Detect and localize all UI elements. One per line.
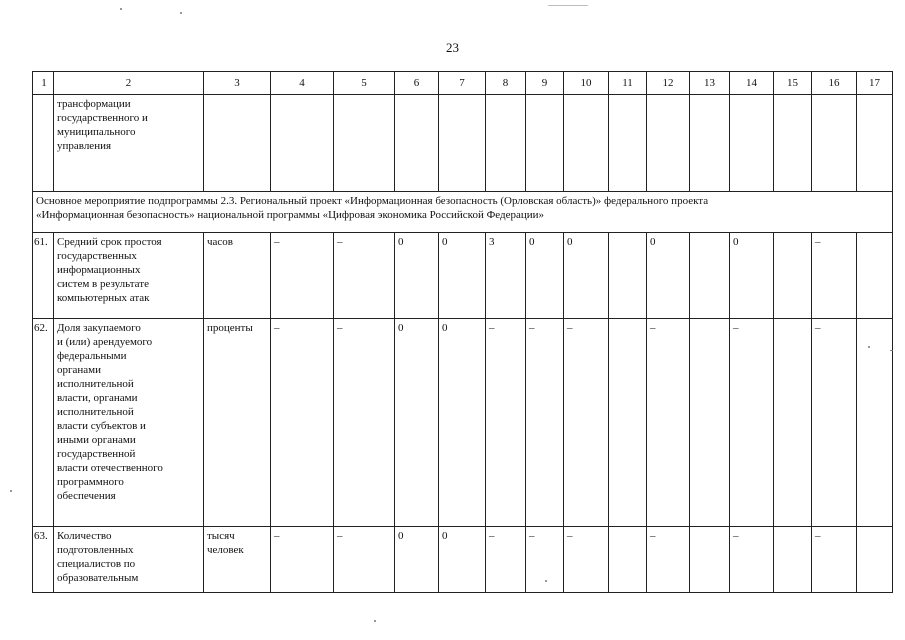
value-cell-col-5: – (334, 527, 395, 593)
value-cell-col-13 (690, 233, 730, 319)
value-cell-col-5: – (334, 233, 395, 319)
value-cell-col-12: 0 (647, 233, 690, 319)
header-cell-5: 5 (334, 72, 395, 95)
value-cell-col-11 (609, 319, 647, 527)
name-line: трансформации (57, 98, 131, 110)
value-cell-col-4: – (271, 527, 334, 593)
value-cell-col-7: 0 (439, 319, 486, 527)
name-line: государственных (57, 250, 137, 262)
value-cell-col-15 (774, 319, 812, 527)
unit-line: тысяч (207, 530, 235, 542)
name-line: власти субъектов и (57, 420, 146, 432)
name-line: управления (57, 140, 112, 152)
header-cell-16: 16 (812, 72, 857, 95)
indicator-name-cell (54, 527, 204, 593)
header-cell-2: 2 (54, 72, 204, 95)
value-cell-col-13 (690, 527, 730, 593)
header-cell-10: 10 (564, 72, 609, 95)
header-cell-6: 6 (395, 72, 439, 95)
section-title-line2: «Информационная безопасность» национальной программы «Цифровая экономика Российской Федерации» (36, 209, 545, 221)
name-line: федеральными (57, 350, 127, 362)
header-cell-13: 13 (690, 72, 730, 95)
unit-cell: проценты (204, 319, 271, 527)
name-line: программного (57, 476, 124, 488)
value-cell-col-4: – (271, 233, 334, 319)
indicator-row (33, 527, 893, 593)
header-cell-8: 8 (486, 72, 526, 95)
value-cell-col-16: – (812, 319, 857, 527)
value-cell-col-9: 0 (526, 233, 564, 319)
name-line: информационных (57, 264, 141, 276)
value-cell-col-12: – (647, 319, 690, 527)
row-number-cell (33, 95, 54, 192)
value-cell-col-14: – (730, 527, 774, 593)
name-line: государственной (57, 448, 136, 460)
value-cell-col-6: 0 (395, 233, 439, 319)
value-cell-col-9: – (526, 527, 564, 593)
value-cell-col-17 (857, 233, 893, 319)
header-cell-4: 4 (271, 72, 334, 95)
name-line: систем в результате (57, 278, 149, 290)
header-cell-3: 3 (204, 72, 271, 95)
header-cell-1: 1 (33, 72, 54, 95)
value-cell-col-7: 0 (439, 527, 486, 593)
value-cell-col-14: 0 (730, 233, 774, 319)
indicators-table (32, 71, 893, 593)
value-cell-col-17 (857, 319, 893, 527)
continuation-row (33, 95, 893, 192)
indicator-row (33, 233, 893, 319)
name-line: государственного и (57, 112, 148, 124)
section-title-line1: Основное мероприятие подпрограммы 2.3. Региональный проект «Информационная безопасность (Орловская область)» федерального проекта (36, 195, 709, 207)
name-line: Средний срок простоя (57, 236, 162, 248)
value-cell-col-12: – (647, 527, 690, 593)
name-line: подготовленных (57, 544, 134, 556)
value-cell-col-8: 3 (486, 233, 526, 319)
value-cell-col-8: – (486, 527, 526, 593)
name-line: компьютерных атак (57, 292, 150, 304)
indicator-row (33, 319, 893, 527)
name-line: муниципального (57, 126, 136, 138)
header-cell-14: 14 (730, 72, 774, 95)
name-line: иными органами (57, 434, 136, 446)
value-cell-col-13 (690, 319, 730, 527)
value-cell-col-16: – (812, 527, 857, 593)
name-line: Количество (57, 530, 112, 542)
row-number-cell: 61. (33, 233, 54, 319)
header-row (33, 72, 893, 95)
value-cell-col-10: 0 (564, 233, 609, 319)
value-cell-col-11 (609, 233, 647, 319)
value-cell-col-15 (774, 233, 812, 319)
value-cell-col-17 (857, 527, 893, 593)
unit-line: человек (207, 544, 244, 556)
name-line: обеспечения (57, 490, 116, 502)
name-line: и (или) арендуемого (57, 336, 153, 348)
value-cell-col-9: – (526, 319, 564, 527)
name-line: власти, органами (57, 392, 138, 404)
indicator-name-cell (54, 233, 204, 319)
indicator-name-cell (54, 319, 204, 527)
header-cell-9: 9 (526, 72, 564, 95)
name-line: органами (57, 364, 102, 376)
value-cell-col-14: – (730, 319, 774, 527)
name-line: власти отечественного (57, 462, 163, 474)
value-cell-col-6: 0 (395, 527, 439, 593)
unit-cell (204, 527, 271, 593)
value-cell-col-8: – (486, 319, 526, 527)
value-cell-col-4: – (271, 319, 334, 527)
value-cell-col-7: 0 (439, 233, 486, 319)
header-cell-17: 17 (857, 72, 893, 95)
page-number: 23 (446, 40, 459, 55)
name-line: Доля закупаемого (57, 322, 141, 334)
value-cell-col-10: – (564, 527, 609, 593)
unit-cell: часов (204, 233, 271, 319)
name-line: образовательным (57, 572, 139, 584)
section-row (33, 192, 893, 233)
value-cell-col-16: – (812, 233, 857, 319)
value-cell-col-6: 0 (395, 319, 439, 527)
header-cell-7: 7 (439, 72, 486, 95)
value-cell-col-5: – (334, 319, 395, 527)
name-line: специалистов по (57, 558, 136, 570)
row-number-cell: 62. (33, 319, 54, 527)
header-cell-11: 11 (609, 72, 647, 95)
value-cell-col-15 (774, 527, 812, 593)
row-number-cell: 63. (33, 527, 54, 593)
header-cell-15: 15 (774, 72, 812, 95)
name-line: исполнительной (57, 378, 134, 390)
header-cell-12: 12 (647, 72, 690, 95)
indicator-name-cell (54, 95, 204, 192)
name-line: исполнительной (57, 406, 134, 418)
section-title-cell (33, 192, 893, 233)
value-cell-col-11 (609, 527, 647, 593)
value-cell-col-10: – (564, 319, 609, 527)
